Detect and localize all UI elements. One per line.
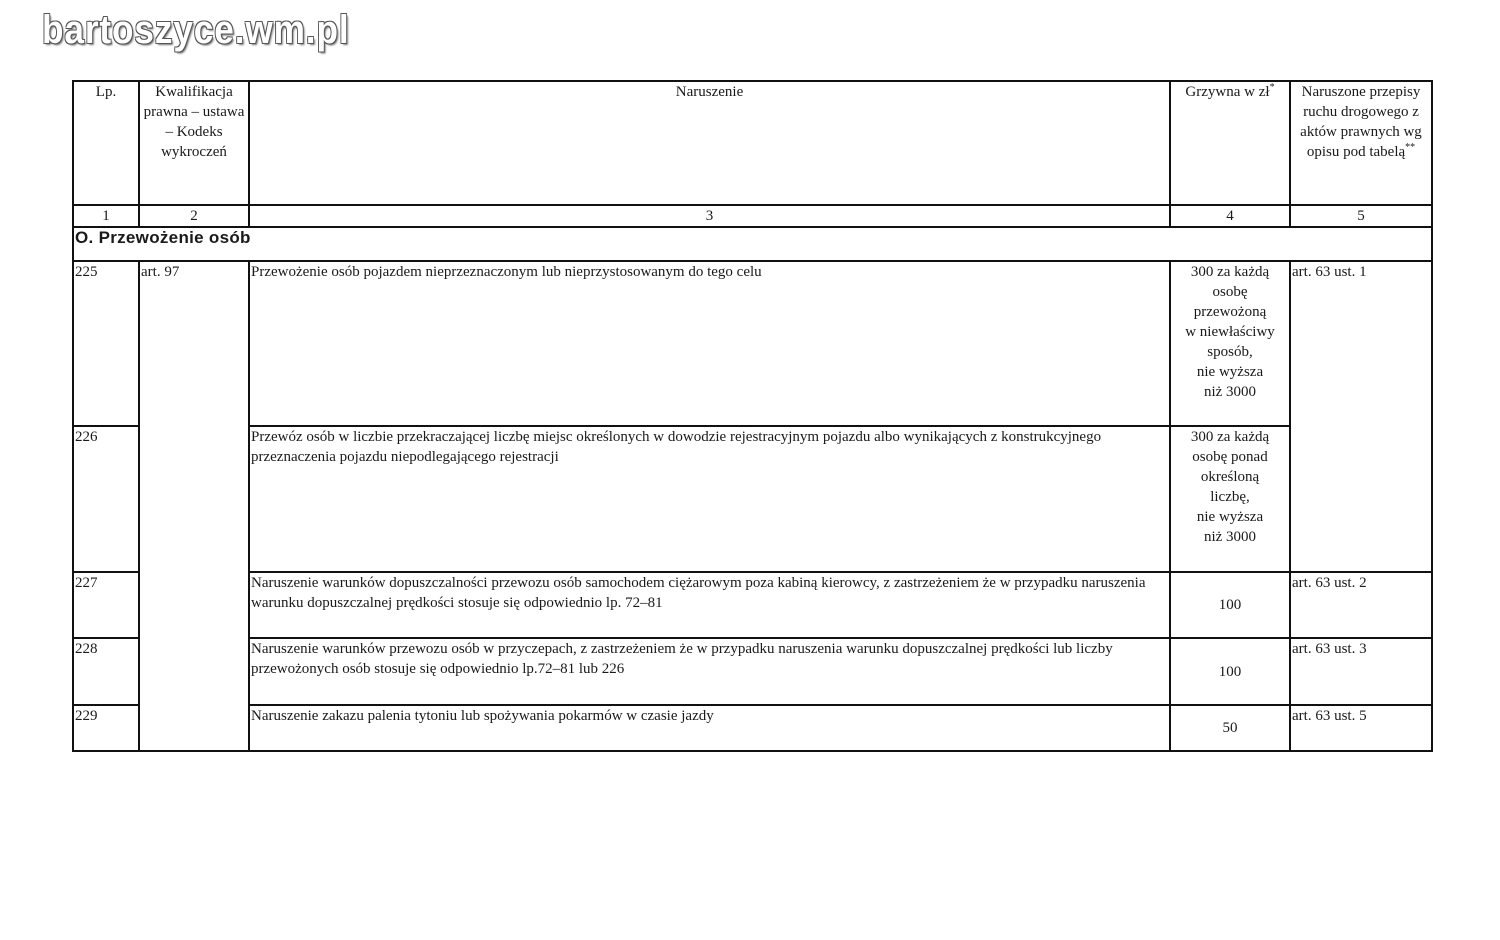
row-violation: Przewóz osób w liczbie przekraczającej liczbę miejsc określonych w dowodzie rejestracyjnym pojazdu albo wynikających z konstrukcyjnego przeznaczenia pojazdu niepodlegającego rejestracji [249,426,1170,572]
column-number: 4 [1170,205,1290,227]
column-number: 2 [139,205,249,227]
column-number-row [73,205,1432,227]
site-watermark: bartoszyce.wm.pl [42,8,350,52]
row-provision: art. 63 ust. 3 [1290,638,1432,705]
row-violation: Przewożenie osób pojazdem nieprzeznaczonym lub nieprzystosowanym do tego celu [249,261,1170,426]
table-row [73,261,1432,426]
fine-line: liczbę, [1210,489,1250,505]
table-row [73,426,1432,572]
column-number: 3 [249,205,1170,227]
table-row [73,572,1432,638]
header-qualification: Kwalifikacja prawna – ustawa – Kodeks wykroczeń [139,81,249,205]
fine-line: nie wyższa [1196,509,1264,525]
header-violation: Naruszenie [249,81,1170,205]
row-fine: 100 [1170,638,1290,705]
row-provision: art. 63 ust. 2 [1290,572,1432,638]
column-number: 1 [73,205,139,227]
row-lp: 225 [73,261,139,426]
row-lp: 228 [73,638,139,705]
header-lp: Lp. [73,81,139,205]
column-number: 5 [1290,205,1432,227]
footnote-mark: * [1269,82,1275,93]
fine-line: w niewłaściwy [1185,324,1275,340]
fine-line: osobę [1212,284,1248,300]
row-fine: 100 [1170,572,1290,638]
row-fine [1170,426,1290,572]
fine-line: przewożoną [1193,304,1267,320]
row-fine [1170,261,1290,426]
row-lp: 229 [73,705,139,751]
fine-line: 300 za każdą [1190,429,1270,445]
law-article: art. 97 [139,261,249,751]
table-row [73,705,1432,751]
header-fine [1170,81,1290,205]
header-row [73,81,1432,205]
row-violation: Naruszenie warunków przewozu osób w przyczepach, z zastrzeżeniem że w przypadku naruszenia warunku dopuszczalnej prędkości lub liczby przewożonych osób stosuje się odpowiednio lp.72–81 lub 226 [249,638,1170,705]
row-lp: 227 [73,572,139,638]
fine-line: nie wyższa [1196,364,1264,380]
fine-line: określoną [1200,469,1260,485]
row-fine: 50 [1170,705,1290,751]
row-provision: art. 63 ust. 1 [1290,261,1432,572]
fine-line: niż 3000 [1203,384,1257,400]
row-violation: Naruszenie warunków dopuszczalności przewozu osób samochodem ciężarowym poza kabiną kierowcy, z zastrzeżeniem że w przypadku naruszenia warunku dopuszczalnej prędkości stosuje się odpowiednio lp. 72–81 [249,572,1170,638]
header-fine-label: Grzywna w zł [1185,84,1270,100]
fine-line: osobę ponad [1192,449,1268,465]
section-title: O. Przewożenie osób [73,227,1432,261]
section-row [73,227,1432,261]
fine-line: sposób, [1207,344,1253,360]
header-provisions-label: Naruszone przepisy ruchu drogowego z aktów prawnych wg opisu pod tabelą [1300,84,1422,160]
row-provision: art. 63 ust. 5 [1290,705,1432,751]
row-lp: 226 [73,426,139,572]
header-provisions [1290,81,1432,205]
table-row [73,638,1432,705]
fine-line: niż 3000 [1203,529,1257,545]
fines-table [72,80,1433,752]
fine-line: 300 za każdą [1190,264,1270,280]
footnote-mark: ** [1405,142,1416,153]
row-violation: Naruszenie zakazu palenia tytoniu lub spożywania pokarmów w czasie jazdy [249,705,1170,751]
